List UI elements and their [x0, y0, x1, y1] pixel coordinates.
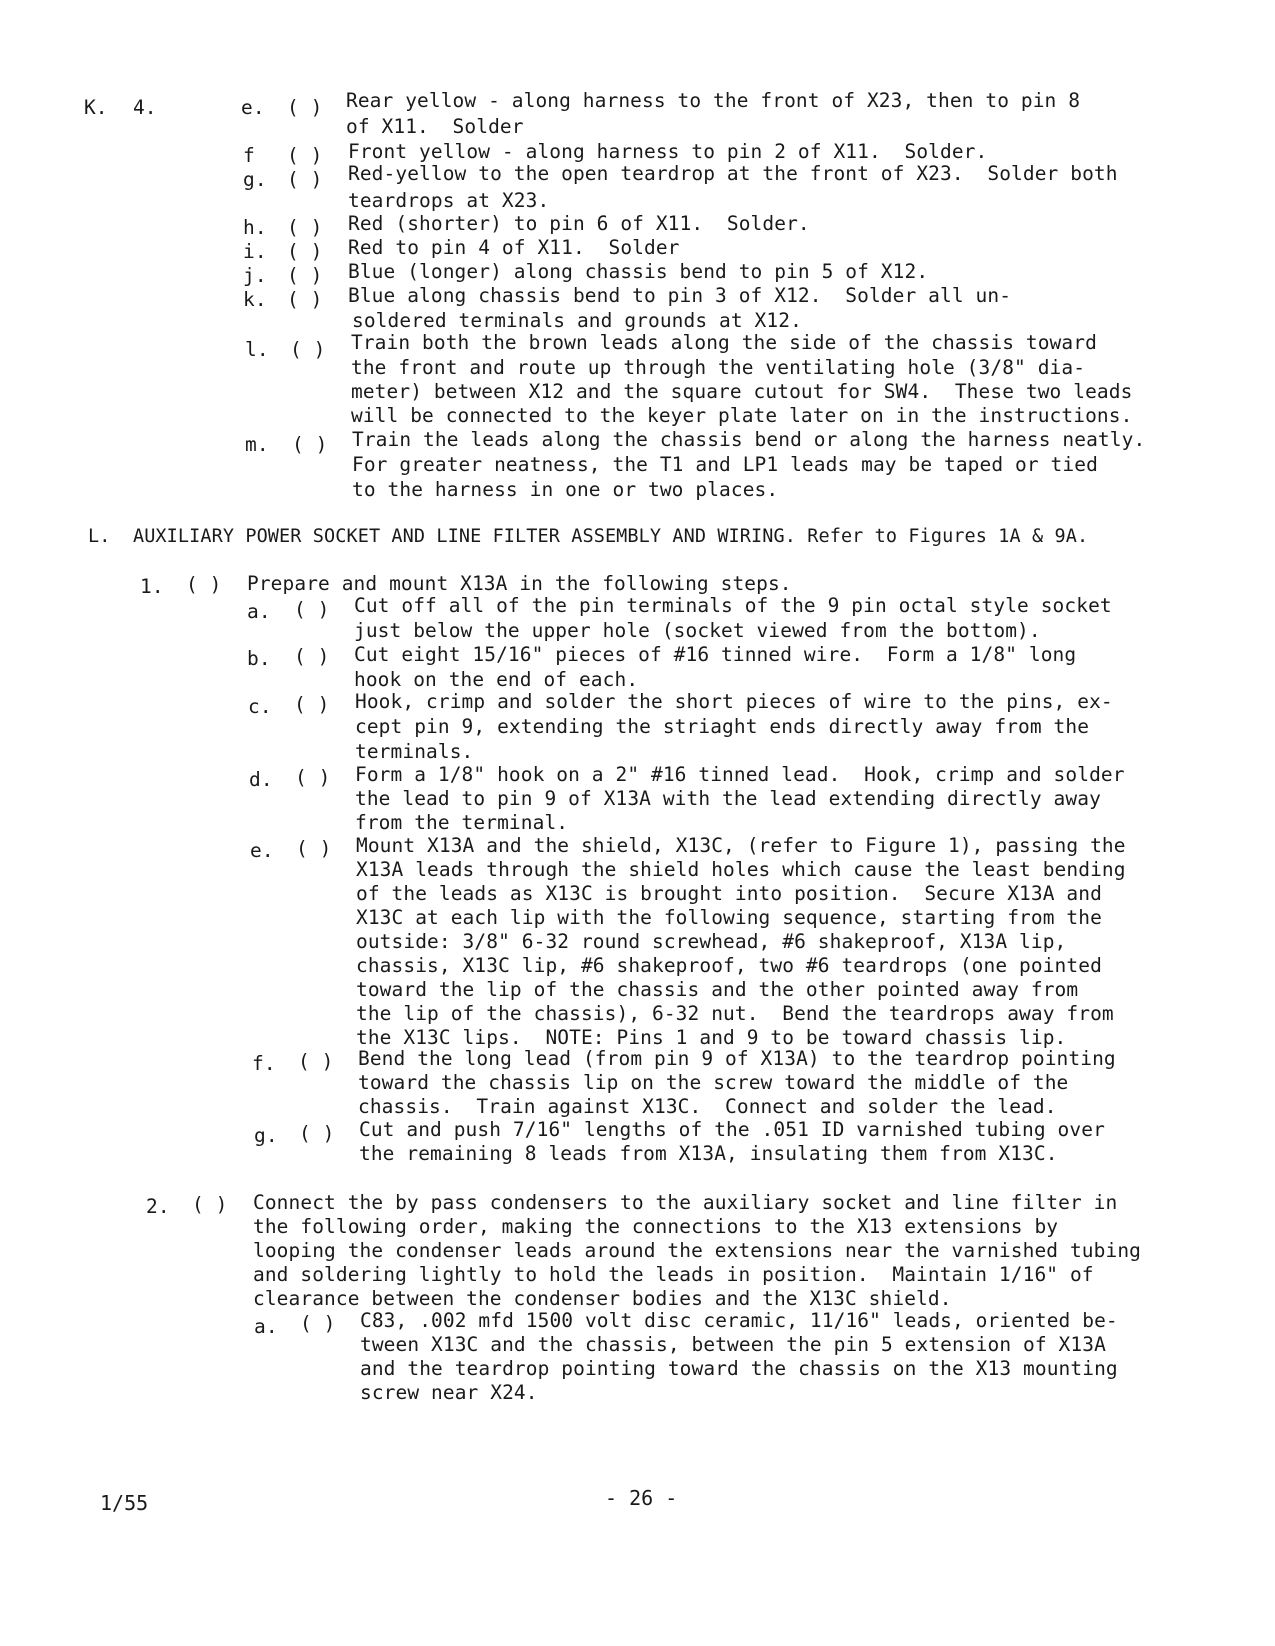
page-number: - 26 - [605, 1486, 678, 1510]
item-text-line: hook on the end of each. [354, 668, 639, 691]
item-text-line: to the harness in one or two places. [352, 478, 779, 501]
checkbox-marker: ( ) [296, 837, 332, 860]
checkbox-marker: ( ) [287, 264, 323, 287]
item-letter: e. [241, 96, 265, 119]
item-text-line: Bend the long lead (from pin 9 of X13A) to the teardrop pointing [358, 1047, 1116, 1070]
item-text-line: X13C at each lip with the following sequence, starting from the [356, 906, 1102, 929]
item-text-line: cept pin 9, extending the striaght ends directly away from the [355, 715, 1090, 738]
item-letter: a. [254, 1315, 278, 1338]
step-text-line: looping the condenser leads around the extensions near the varnished tubing [253, 1239, 1141, 1262]
checkbox-marker: ( ) [287, 216, 323, 239]
checkbox-marker: ( ) [295, 766, 331, 789]
footer-date: 1/55 [100, 1491, 149, 1515]
step-text-line: clearance between the condenser bodies and the X13C shield. [253, 1287, 952, 1310]
checkbox-marker: ( ) [287, 288, 323, 311]
item-text-line: the lip of the chassis), 6-32 nut. Bend the teardrops away from [356, 1002, 1114, 1025]
checkbox-marker: ( ) [294, 645, 330, 668]
section-l-heading: L. AUXILIARY POWER SOCKET AND LINE FILTER ASSEMBLY AND WIRING. Refer to Figures 1A & 9A. [88, 526, 1089, 547]
item-text-line: meter) between X12 and the square cutout for SW4. These two leads [351, 380, 1133, 403]
item-text-line: tween X13C and the chassis, between the pin 5 extension of X13A [360, 1333, 1106, 1356]
item-letter: i. [243, 240, 267, 263]
checkbox-marker: ( ) [294, 598, 330, 621]
item-letter: j. [243, 264, 267, 287]
item-text-line: Mount X13A and the shield, X13C, (refer to Figure 1), passing the [356, 834, 1126, 857]
item-letter: k. [243, 288, 267, 311]
item-text-line: of the leads as X13C is brought into position. Secure X13A and [356, 882, 1102, 905]
item-text-line: teardrops at X23. [348, 189, 550, 212]
item-text-line: the X13C lips. NOTE: Pins 1 and 9 to be toward chassis lip. [356, 1026, 1067, 1049]
checkbox-marker: ( ) [298, 1050, 334, 1073]
item-text-line: Form a 1/8" hook on a 2" #16 tinned lead. Hook, crimp and solder [355, 763, 1125, 786]
item-letter: m. [245, 433, 269, 456]
item-text-line: the lead to pin 9 of X13A with the lead extending directly away [355, 787, 1101, 810]
step-number: 1. [140, 575, 164, 598]
checkbox-marker: ( ) [287, 144, 323, 167]
item-letter: g. [254, 1124, 278, 1147]
item-text-line: just below the upper hole (socket viewed from the bottom). [354, 619, 1041, 642]
item-letter: e. [250, 839, 274, 862]
checkbox-marker: ( ) [294, 693, 330, 716]
item-text-line: Rear yellow - along harness to the front of X23, then to pin 8 [346, 89, 1081, 112]
checkbox-marker: ( ) [290, 338, 326, 361]
item-text-line: C83, .002 mfd 1500 volt disc ceramic, 11/16" leads, oriented be- [360, 1309, 1118, 1332]
step-text-line: Connect the by pass condensers to the auxiliary socket and line filter in [253, 1191, 1118, 1214]
checkbox-marker: ( ) [192, 1193, 228, 1216]
item-text-line: of X11. Solder [346, 115, 524, 138]
item-text-line: screw near X24. [360, 1381, 538, 1404]
checkbox-marker: ( ) [287, 168, 323, 191]
item-text-line: toward the chassis lip on the screw toward the middle of the [358, 1071, 1069, 1094]
item-letter: a. [247, 600, 271, 623]
item-text-line: For greater neatness, the T1 and LP1 leads may be taped or tied [352, 453, 1098, 476]
item-text-line: Blue (longer) along chassis bend to pin 5 of X12. [348, 260, 929, 283]
item-text-line: chassis. Train against X13C. Connect and solder the lead. [358, 1095, 1057, 1118]
item-text-line: Blue along chassis bend to pin 3 of X12. Solder all un- [348, 284, 1012, 307]
item-text-line: and the teardrop pointing toward the chassis on the X13 mounting [360, 1357, 1118, 1380]
item-letter: f [243, 144, 255, 167]
item-text-line: Hook, crimp and solder the short pieces of wire to the pins, ex- [355, 690, 1113, 713]
checkbox-marker: ( ) [186, 573, 222, 596]
item-text-line: Red-yellow to the open teardrop at the front of X23. Solder both [348, 162, 1118, 185]
item-text-line: soldered terminals and grounds at X12. [352, 309, 802, 332]
item-text-line: Front yellow - along harness to pin 2 of X11. Solder. [348, 140, 988, 163]
item-letter: c. [248, 695, 272, 718]
step-text-line: the following order, making the connections to the X13 extensions by [253, 1215, 1059, 1238]
item-text-line: Cut eight 15/16" pieces of #16 tinned wire. Form a 1/8" long [354, 643, 1077, 666]
checkbox-marker: ( ) [299, 1122, 335, 1145]
item-letter: g. [243, 168, 267, 191]
section-k-label: K. [84, 96, 108, 119]
item-text-line: the front and route up through the ventilating hole (3/8" dia- [351, 356, 1086, 379]
item-text-line: the remaining 8 leads from X13A, insulating them from X13C. [359, 1142, 1058, 1165]
step-text: Prepare and mount X13A in the following steps. [247, 572, 792, 595]
item-text-line: from the terminal. [355, 811, 569, 834]
item-text-line: Train both the brown leads along the side of the chassis toward [351, 331, 1097, 354]
item-text-line: chassis, X13C lip, #6 shakeproof, two #6 teardrops (one pointed [356, 954, 1102, 977]
checkbox-marker: ( ) [292, 433, 328, 456]
step-number: 2. [146, 1195, 170, 1218]
item-letter: b. [247, 647, 271, 670]
item-text-line: Train the leads along the chassis bend or along the harness neatly. [352, 428, 1146, 451]
checkbox-marker: ( ) [287, 240, 323, 263]
item-text-line: toward the lip of the chassis and the other pointed away from [356, 978, 1079, 1001]
item-text-line: Cut and push 7/16" lengths of the .051 ID varnished tubing over [359, 1118, 1105, 1141]
item-text-line: will be connected to the keyer plate later on in the instructions. [351, 404, 1133, 427]
item-text-line: terminals. [355, 740, 474, 763]
item-text-line: outside: 3/8" 6-32 round screwhead, #6 shakeproof, X13A lip, [356, 930, 1067, 953]
item-text-line: Cut off all of the pin terminals of the 9 pin octal style socket [354, 594, 1112, 617]
item-letter: l. [245, 338, 269, 361]
checkbox-marker: ( ) [287, 96, 323, 119]
item-text-line: X13A leads through the shield holes which cause the least bending [356, 858, 1126, 881]
step-text-line: and soldering lightly to hold the leads in position. Maintain 1/16" of [253, 1263, 1094, 1286]
item-letter: d. [249, 768, 273, 791]
item-letter: f. [252, 1052, 276, 1075]
section-k-step-number: 4. [133, 96, 157, 119]
checkbox-marker: ( ) [300, 1312, 336, 1335]
item-text-line: Red (shorter) to pin 6 of X11. Solder. [348, 212, 810, 235]
item-text-line: Red to pin 4 of X11. Solder [348, 236, 680, 259]
item-letter: h. [243, 216, 267, 239]
